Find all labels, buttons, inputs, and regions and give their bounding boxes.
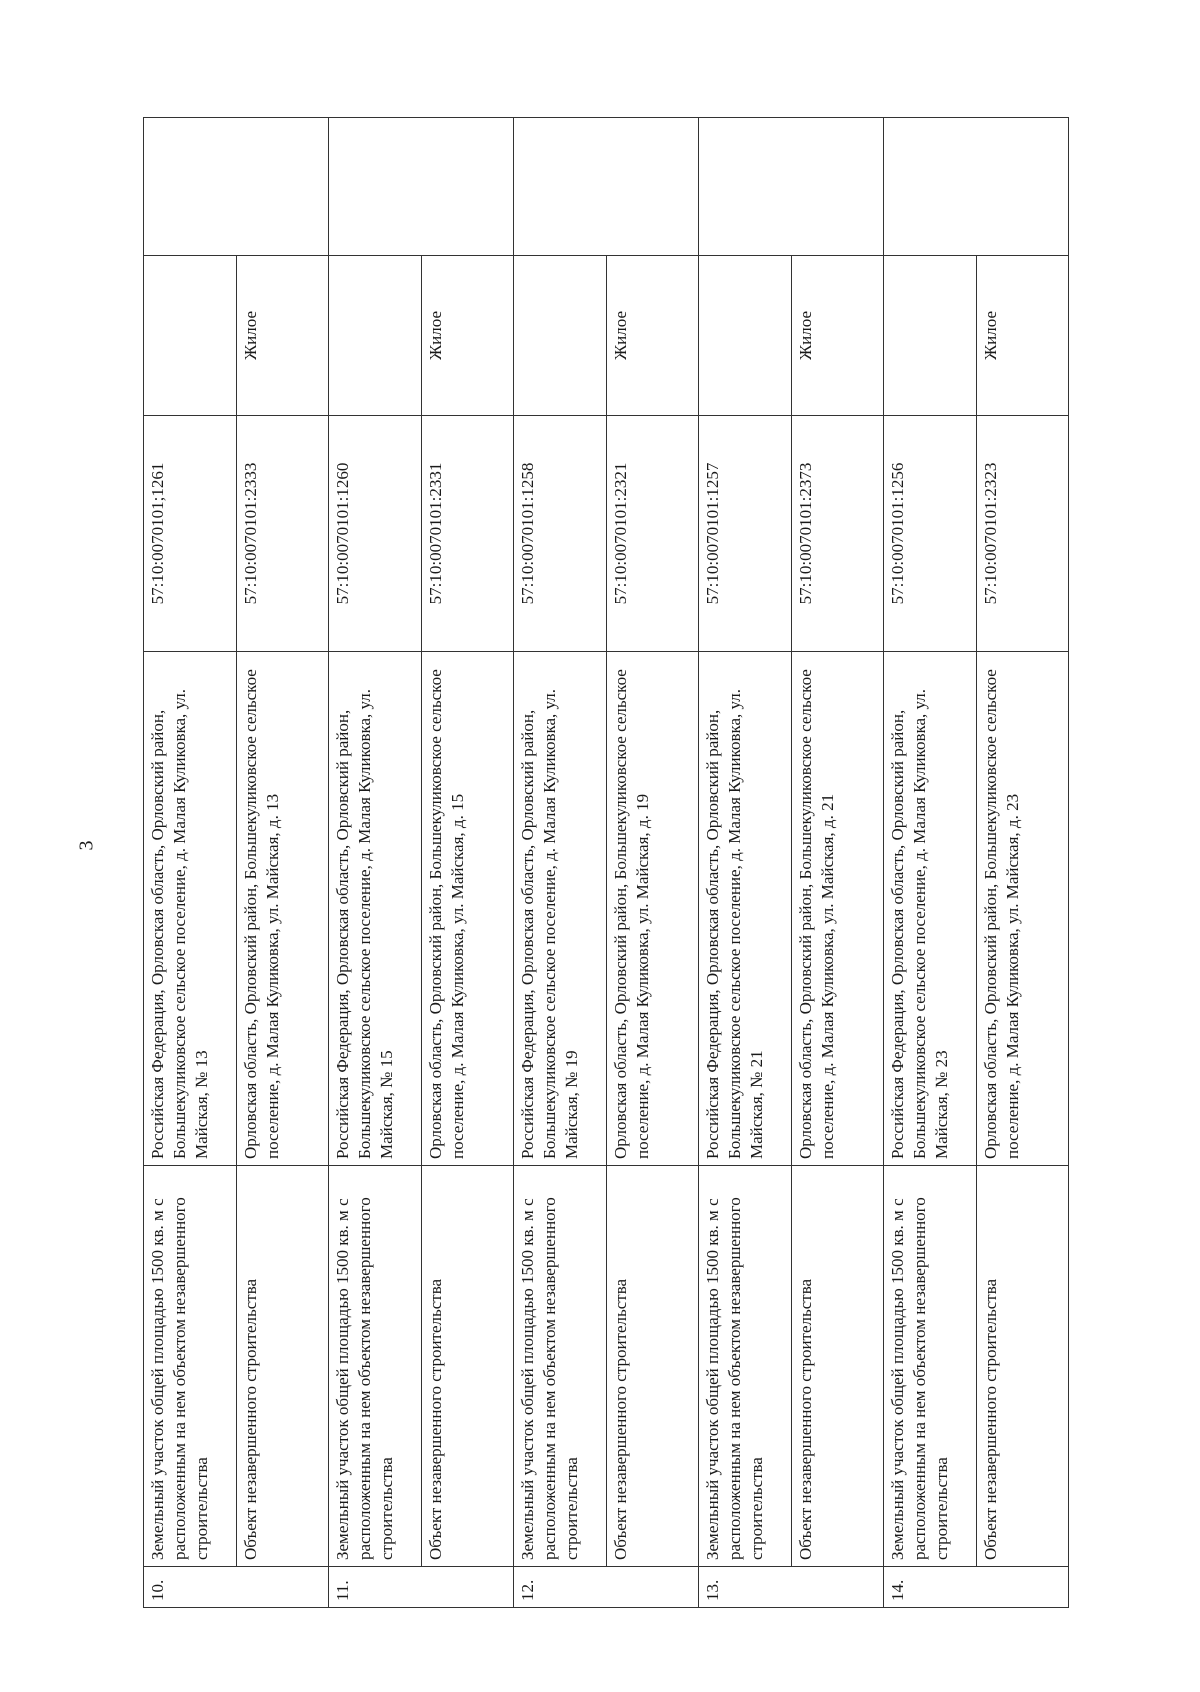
- property-address: Российская Федерация, Орловская область, Орловский район, Большекуликовское сельское поселение, д. Малая Куликовка, ул. Майская, № 15: [329, 652, 422, 1166]
- cadastral-number: 57:10:0070101:2321: [607, 416, 699, 652]
- property-address: Российская Федерация, Орловская область, Орловский район, Большекуликовское сельское поселение, д. Малая Куликовка, ул. Майская, № 23: [884, 652, 977, 1166]
- property-address: Орловская область, Орловский район, Большекуликовское сельское поселение, д. Малая Куликовка, ул. Майская, д. 23: [977, 652, 1069, 1166]
- table-row: [422, 118, 514, 1608]
- row-number: 10.: [144, 1567, 329, 1608]
- row-number: 12.: [514, 1567, 699, 1608]
- property-name: Объект незавершенного строительства: [237, 1166, 329, 1567]
- table-row: [237, 118, 329, 1608]
- property-registry-table: [143, 117, 1069, 1608]
- property-address: Российская Федерация, Орловская область, Орловский район, Большекуликовское сельское поселение, д. Малая Куликовка, ул. Майская, № 19: [514, 652, 607, 1166]
- property-address: Орловская область, Орловский район, Большекуликовское сельское поселение, д. Малая Куликовка, ул. Майская, д. 15: [422, 652, 514, 1166]
- property-purpose: Жилое: [237, 256, 329, 416]
- empty-cell: [144, 118, 329, 256]
- property-purpose: Жилое: [792, 256, 884, 416]
- property-purpose: [329, 256, 422, 416]
- property-purpose: Жилое: [607, 256, 699, 416]
- property-name: Земельный участок общей площадью 1500 кв. м с расположенным на нем объектом незавершенного строительства: [884, 1166, 977, 1567]
- row-number: 14.: [884, 1567, 1069, 1608]
- property-purpose: [144, 256, 237, 416]
- property-address: Российская Федерация, Орловская область, Орловский район, Большекуликовское сельское поселение, д. Малая Куликовка, ул. Майская, № 13: [144, 652, 237, 1166]
- empty-cell: [699, 118, 884, 256]
- property-purpose: [514, 256, 607, 416]
- property-address: Орловская область, Орловский район, Большекуликовское сельское поселение, д. Малая Куликовка, ул. Майская, д. 21: [792, 652, 884, 1166]
- table-row: [144, 118, 237, 1608]
- table-row: [329, 118, 422, 1608]
- property-address: Орловская область, Орловский район, Большекуликовское сельское поселение, д. Малая Куликовка, ул. Майская, д. 13: [237, 652, 329, 1166]
- property-address: Орловская область, Орловский район, Большекуликовское сельское поселение, д. Малая Куликовка, ул. Майская, д. 19: [607, 652, 699, 1166]
- property-address: Российская Федерация, Орловская область, Орловский район, Большекуликовское сельское поселение, д. Малая Куликовка, ул. Майская, № 21: [699, 652, 792, 1166]
- cadastral-number: 57:10:0070101:1260: [329, 416, 422, 652]
- property-name: Объект незавершенного строительства: [607, 1166, 699, 1567]
- table-row: [977, 118, 1069, 1608]
- table-row: [699, 118, 792, 1608]
- property-name: Земельный участок общей площадью 1500 кв. м с расположенным на нем объектом незавершенного строительства: [329, 1166, 422, 1567]
- property-name: Объект незавершенного строительства: [792, 1166, 884, 1567]
- page-number: 3: [75, 840, 98, 851]
- table-row: [607, 118, 699, 1608]
- property-purpose: Жилое: [422, 256, 514, 416]
- table-row: [514, 118, 607, 1608]
- property-name: Земельный участок общей площадью 1500 кв. м с расположенным на нем объектом незавершенного строительства: [699, 1166, 792, 1567]
- rotated-table-wrapper: [143, 118, 1067, 1608]
- row-number: 13.: [699, 1567, 884, 1608]
- cadastral-number: 57:10:0070101:2331: [422, 416, 514, 652]
- property-purpose: Жилое: [977, 256, 1069, 416]
- row-number: 11.: [329, 1567, 514, 1608]
- property-name: Земельный участок общей площадью 1500 кв. м с расположенным на нем объектом незавершенного строительства: [514, 1166, 607, 1567]
- table-row: [884, 118, 977, 1608]
- cadastral-number: 57:10:0070101:2373: [792, 416, 884, 652]
- cadastral-number: 57:10:0070101:1258: [514, 416, 607, 652]
- empty-cell: [329, 118, 514, 256]
- cadastral-number: 57:10:0070101:2333: [237, 416, 329, 652]
- property-name: Земельный участок общей площадью 1500 кв. м с расположенным на нем объектом незавершенного строительства: [144, 1166, 237, 1567]
- property-name: Объект незавершенного строительства: [422, 1166, 514, 1567]
- cadastral-number: 57:10:0070101:2323: [977, 416, 1069, 652]
- cadastral-number: 57:10:0070101:1257: [699, 416, 792, 652]
- cadastral-number: 57:10:0070101;1261: [144, 416, 237, 652]
- empty-cell: [514, 118, 699, 256]
- empty-cell: [884, 118, 1069, 256]
- property-purpose: [699, 256, 792, 416]
- property-purpose: [884, 256, 977, 416]
- table-row: [792, 118, 884, 1608]
- cadastral-number: 57:10:0070101:1256: [884, 416, 977, 652]
- property-name: Объект незавершенного строительства: [977, 1166, 1069, 1567]
